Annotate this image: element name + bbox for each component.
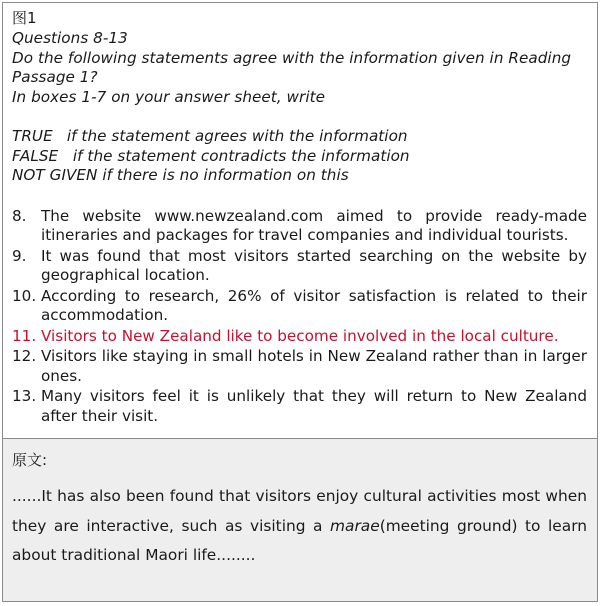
key-desc: if the statement agrees with the information xyxy=(66,127,408,145)
question-card xyxy=(2,2,598,602)
key-desc: if the statement contradicts the information xyxy=(72,146,410,165)
statement-number: 10. xyxy=(12,286,37,305)
instructions xyxy=(12,29,587,186)
question-line-2: Passage 1? xyxy=(12,68,98,86)
questions-section xyxy=(3,3,597,439)
statement-item-12 xyxy=(12,347,587,387)
statement-number: 11. xyxy=(12,326,37,345)
answer-instruction: In boxes 1-7 on your answer sheet, write xyxy=(12,87,325,106)
statement-item-11-highlighted xyxy=(12,327,587,347)
statement-item-9 xyxy=(12,247,587,287)
key-row-true xyxy=(12,127,587,147)
key-row-not-given xyxy=(12,166,587,186)
statement-text: Many visitors feel it is unlikely that they will return to New Zealand after their visit. xyxy=(41,387,587,425)
statement-number: 9. xyxy=(12,246,27,265)
statement-text: Visitors like staying in small hotels in New Zealand rather than in larger ones. xyxy=(41,347,587,385)
statement-item-10 xyxy=(12,287,587,327)
key-desc: if there is no information on this xyxy=(102,166,349,184)
statement-item-13 xyxy=(12,387,587,427)
key-term: FALSE xyxy=(12,146,59,165)
original-text-section xyxy=(3,439,597,601)
statement-number: 13. xyxy=(12,387,37,406)
questions-heading: Questions 8-13 xyxy=(12,29,128,47)
statement-number: 12. xyxy=(12,347,37,366)
statement-text: According to research, 26% of visitor satisfaction is related to their accommodation. xyxy=(41,286,587,325)
key-row-false xyxy=(12,147,587,167)
statement-list xyxy=(12,207,587,427)
statement-text: The website www.newzealand.com aimed to provide ready-made itineraries and packages for travel companies and individual tourists. xyxy=(41,206,587,245)
passage-text-after: (meeting ground) to learn about traditional Maori life........ xyxy=(12,516,588,564)
statement-text: Visitors to New Zealand like to become involved in the local culture. xyxy=(41,326,559,345)
key-term: TRUE xyxy=(12,127,53,145)
passage-italic-word: marae xyxy=(330,516,380,535)
statement-item-8 xyxy=(12,207,587,247)
statement-text: It was found that most visitors started searching on the website by geographical location. xyxy=(41,246,587,285)
key-term: NOT GIVEN xyxy=(12,166,98,184)
question-line-1: Do the following statements agree with the information given in Reading xyxy=(12,48,572,67)
original-label: 原文: xyxy=(12,451,48,469)
passage-text-before: ......It has also been found that visitors enjoy cultural activities most when they are interactive, such as visiting a xyxy=(12,487,587,535)
figure-label: 图1 xyxy=(12,9,37,27)
original-passage xyxy=(12,482,587,571)
statement-number: 8. xyxy=(12,206,27,225)
